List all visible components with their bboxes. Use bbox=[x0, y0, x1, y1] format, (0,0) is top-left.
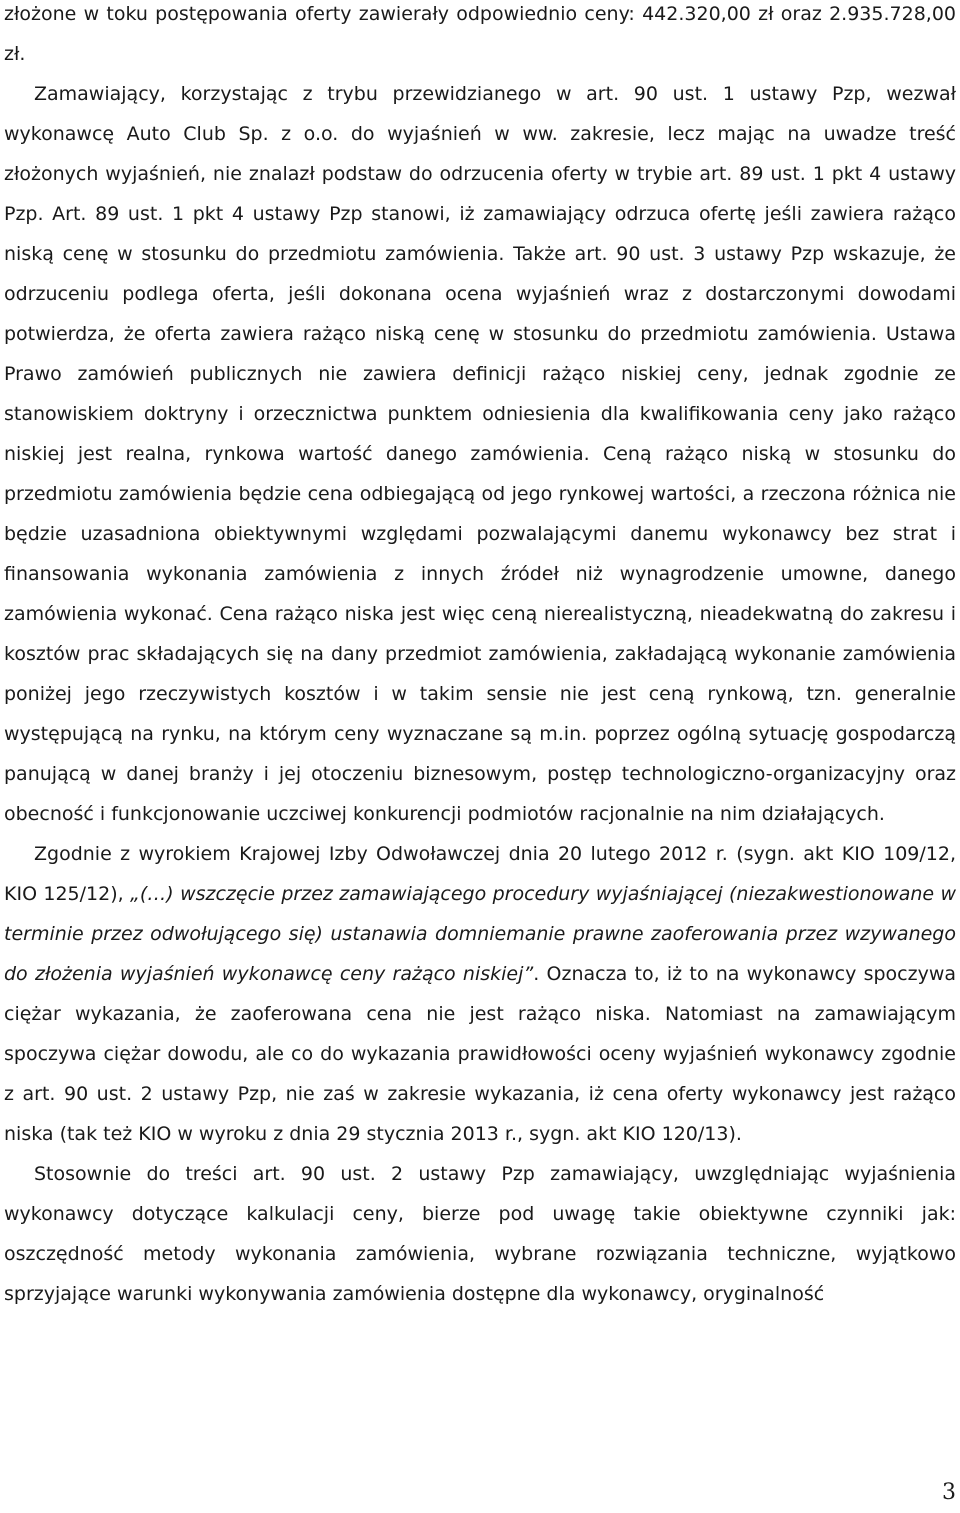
paragraph-art-90: Stosownie do treści art. 90 ust. 2 ustawy Pzp zamawiający, uwzględniając wyjaśnienia wykonawcy dotyczące kalkulacji ceny, bierze pod uwagę takie obiektywne czynniki jak: oszczędność metody wykonania zamówienia, wybrane rozwiązania techniczne, wyjątkowo sprzyjające warunki wykonywania zamówienia dostępne dla wykonawcy, oryginalność bbox=[4, 1163, 956, 1305]
ruling-quote: „(…) wszczęcie przez zamawiającego procedury wyjaśniającej (niezakwestionowane w terminie przez odwołującego się) ustanawia domniemanie prawne zaoferowania przez wzywanego do złożenia wyjaśnień wykonawcę ceny rażąco niskiej” bbox=[4, 883, 956, 985]
paragraph-kio-ruling bbox=[4, 834, 956, 1154]
page-number: 3 bbox=[942, 1480, 956, 1505]
ruling-commentary-text: . Oznacza to, iż to na wykonawcy spoczywa ciężar wykazania, że zaoferowana cena nie jest rażąco niska. Natomiast na zamawiającym spoczywa ciężar dowodu, ale co do wykazania prawidłowości oceny wyjaśnień wykonawcy zgodnie z art. 90 ust. 2 ustawy Pzp, nie zaś w zakresie wykazania, iż cena oferty wykonawcy jest rażąco niska (tak też KIO w wyroku z dnia 29 stycznia 2013 r., sygn. akt KIO 120/13). bbox=[4, 963, 957, 1145]
paragraph-explanations: Zamawiający, korzystając z trybu przewidzianego w art. 90 ust. 1 ustawy Pzp, wezwał wykonawcę Auto Club Sp. z o.o. do wyjaśnień w ww. zakresie, lecz mając na uwadze treść złożonych wyjaśnień, nie znalazł podstaw do odrzucenia oferty w trybie art. 89 ust. 1 pkt 4 ustawy Pzp. Art. 89 ust. 1 pkt 4 ustawy Pzp stanowi, iż zamawiający odrzuca ofertę jeśli zawiera rażąco niską cenę w stosunku do przedmiotu zamówienia. Także art. 90 ust. 3 ustawy Pzp wskazuje, że odrzuceniu podlega oferta, jeśli dokonana ocena wyjaśnień wraz z dostarczonymi dowodami potwierdza, że oferta zawiera rażąco niską cenę w stosunku do przedmiotu zamówienia. Ustawa Prawo zamówień publicznych nie zawiera definicji rażąco niskiej ceny, jednak zgodnie ze stanowiskiem doktryny i orzecznictwa punktem odniesienia dla kwalifikowania ceny jako rażąco niskiej jest realna, rynkowa wartość danego zamówienia. Ceną rażąco niską w stosunku do przedmiotu zamówienia będzie cena odbiegającą od jego rynkowej wartości, a rzeczona różnica nie będzie uzasadniona obiektywnymi względami pozwalającymi danemu wykonawcy bez strat i finansowania wykonania zamówienia z innych źródeł niż wynagrodzenie umowne, danego zamówienia wykonać. Cena rażąco niska jest więc ceną nierealistyczną, nieadekwatną do zakresu i kosztów prac składających się na dany przedmiot zamówienia, zakładającą wykonanie zamówienia poniżej jego rzeczywistych kosztów i w takim sensie nie jest ceną rynkową, tzn. generalnie występującą na rynku, na którym ceny wyznaczane są m.in. poprzez ogólną sytuację gospodarczą panującą w danej branży i jej otoczeniu biznesowym, postęp technologiczno-organizacyjny oraz obecność i funkcjonowanie uczciwej konkurencji podmiotów racjonalnie na nim działających. bbox=[4, 83, 956, 825]
paragraph-prices: złożone w toku postępowania oferty zawierały odpowiednio ceny: 442.320,00 zł oraz 2.935.728,00 zł. bbox=[4, 3, 956, 65]
ruling-intro-text: Zgodnie z wyrokiem Krajowej Izby Odwoławczej dnia 20 lutego 2012 r. (sygn. akt KIO 109/12, KIO 125/12), bbox=[4, 843, 956, 905]
